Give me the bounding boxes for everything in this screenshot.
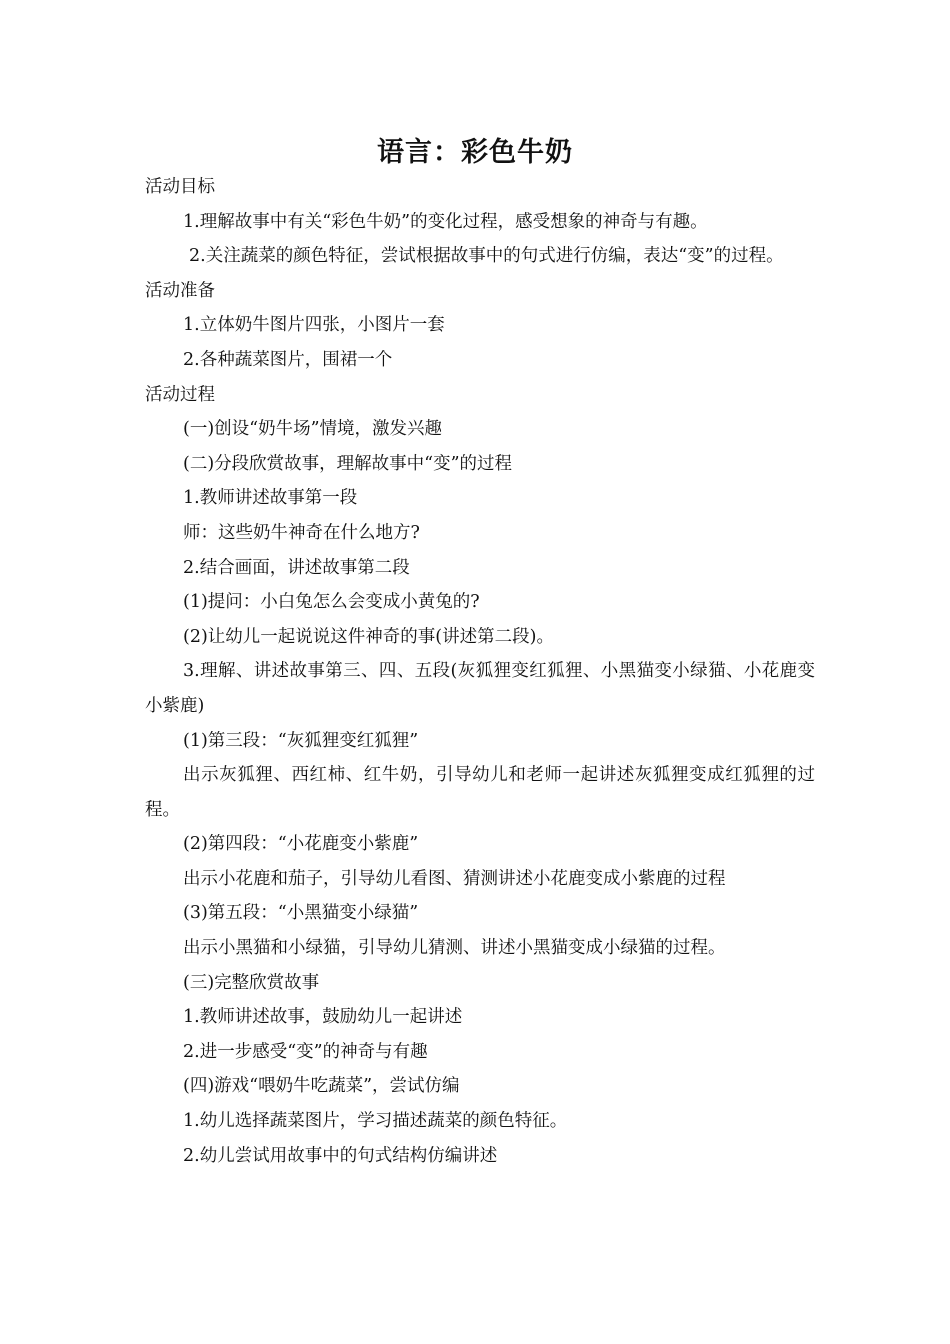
preparation-item-2: 2.各种蔬菜图片，围裙一个 [183,349,393,370]
process-line: 1.教师讲述故事第一段 [183,488,358,509]
process-line: (二)分段欣赏故事，理解故事中“变”的过程 [183,453,513,474]
goal-item-1: 1.理解故事中有关“彩色牛奶”的变化过程，感受想象的神奇与有趣。 [183,211,708,232]
process-tail-line: (四)游戏“喂奶牛吃蔬菜”，尝试仿编 [183,1076,460,1097]
process-tail-line: (三)完整欣赏故事 [183,972,320,993]
section-heading-process: 活动过程 [145,384,215,405]
part5-description: 出示小黑猫和小绿猫，引导幼儿猜测、讲述小黑猫变成小绿猫的过程。 [183,938,726,959]
part3-description: 出示灰狐狸、西红柿、红牛奶，引导幼儿和老师一起讲述灰狐狸变成红狐狸的过程。 [145,765,815,820]
document-body [145,170,815,1173]
process-line: 2.结合画面，讲述故事第二段 [183,557,410,578]
part4-title: (2)第四段：“小花鹿变小紫鹿” [183,834,419,855]
process-line: 师：这些奶牛神奇在什么地方? [183,522,420,543]
process-line: (一)创设“奶牛场”情境，激发兴趣 [183,419,443,440]
part5-title: (3)第五段：“小黑猫变小绿猫” [183,903,419,924]
section-heading-preparation: 活动准备 [145,280,215,301]
part3-title: (1)第三段：“灰狐狸变红狐狸” [183,730,419,751]
document-title: 语言：彩色牛奶 [377,137,573,168]
preparation-item-1: 1.立体奶牛图片四张，小图片一套 [183,315,445,336]
part4-description: 出示小花鹿和茄子，引导幼儿看图、猜测讲述小花鹿变成小紫鹿的过程 [183,868,726,889]
process-item-3: 3.理解、讲述故事第三、四、五段(灰狐狸变红狐狸、小黑猫变小绿猫、小花鹿变小紫鹿) [145,661,815,716]
process-tail-line: 1.教师讲述故事，鼓励幼儿一起讲述 [183,1007,463,1028]
process-line: (1)提问：小白兔怎么会变成小黄兔的? [183,592,480,613]
process-tail-line: 1.幼儿选择蔬菜图片，学习描述蔬菜的颜色特征。 [183,1111,568,1132]
section-heading-goals: 活动目标 [145,177,215,197]
process-tail-line: 2.进一步感受“变”的神奇与有趣 [183,1041,428,1062]
goal-item-2: 2.关注蔬菜的颜色特征，尝试根据故事中的句式进行仿编，表达“变”的过程。 [189,246,784,267]
process-tail-line: 2.幼儿尝试用故事中的句式结构仿编讲述 [183,1145,498,1166]
process-line: (2)让幼儿一起说说这件神奇的事(讲述第二段)。 [183,626,554,647]
